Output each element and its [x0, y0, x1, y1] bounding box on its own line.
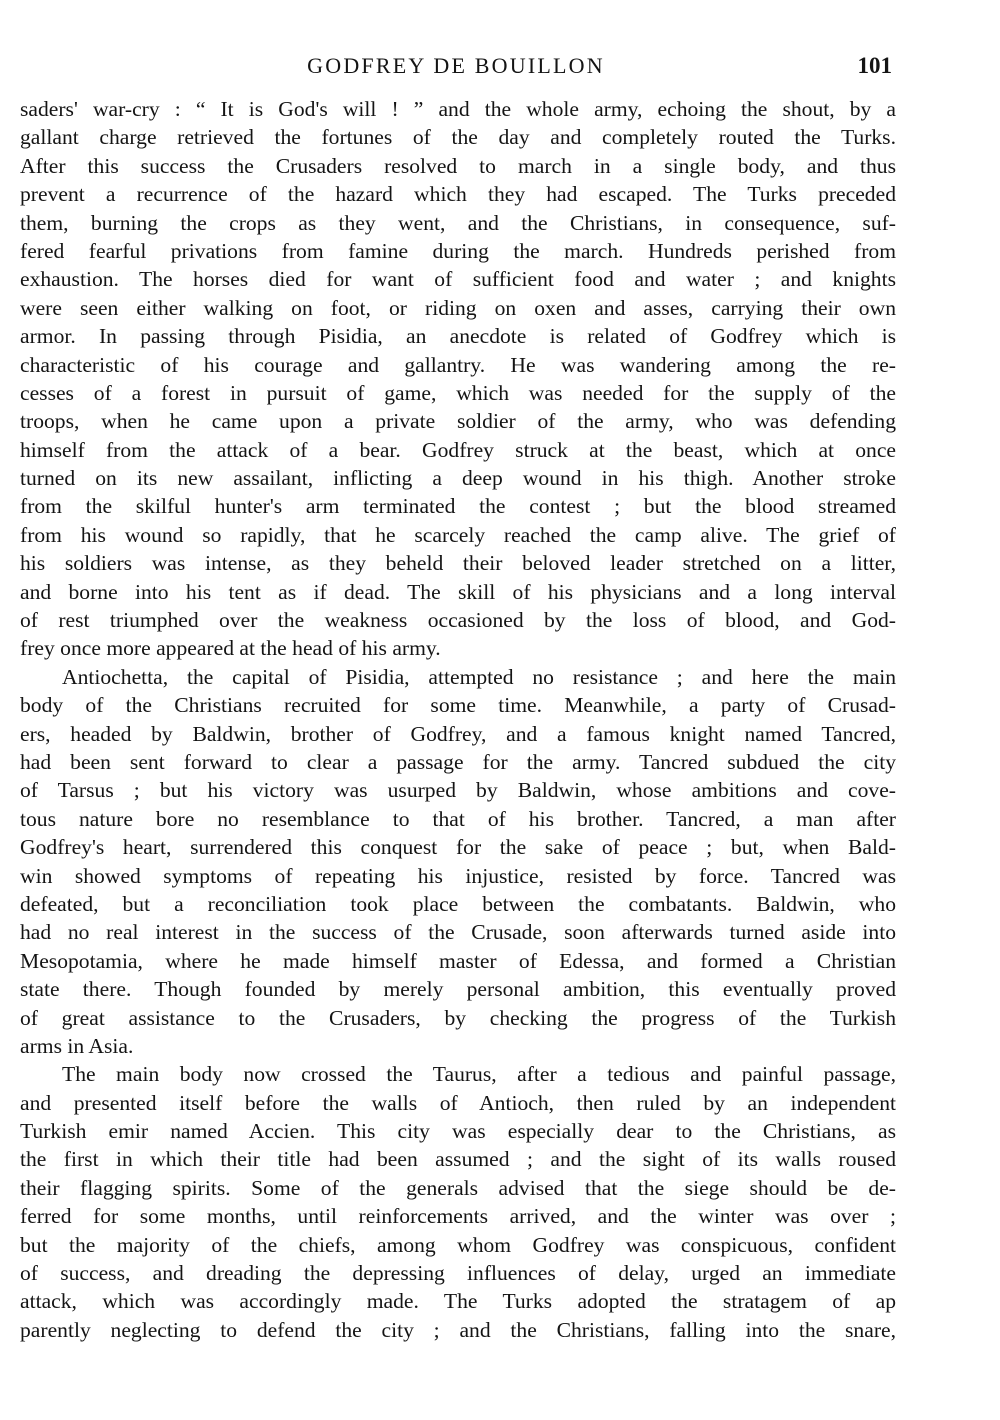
text-line: of success, and dreading the depressing influences of delay, urged an immediate [20, 1261, 896, 1286]
text-line: defeated, but a reconciliation took place between the combatants. Baldwin, who [20, 891, 896, 916]
page-header [20, 50, 892, 82]
text-line: armor. In passing through Pisidia, an anecdote is related of Godfrey which is [20, 324, 896, 349]
text-line: from the skilful hunter's arm terminated the contest ; but the blood streamed [20, 494, 896, 519]
text-line: of Tarsus ; but his victory was usurped by Baldwin, whose ambitions and cove- [20, 778, 896, 803]
text-line: gallant charge retrieved the fortunes of the day and completely routed the Turks. [20, 125, 896, 150]
text-line: of rest triumphed over the weakness occasioned by the loss of blood, and God- [20, 608, 896, 633]
text-line: tous nature bore no resemblance to that of his brother. Tancred, a man after [20, 806, 896, 831]
text-line: fered fearful privations from famine during the march. Hundreds perished from [20, 238, 896, 263]
text-line: his soldiers was intense, as they beheld their beloved leader stretched on a litter, [20, 551, 896, 576]
text-line: The main body now crossed the Taurus, after a tedious and painful passage, [62, 1062, 896, 1087]
page-number: 101 [857, 53, 892, 78]
body-text [20, 95, 896, 1344]
text-line: but the majority of the chiefs, among whom Godfrey was conspicuous, confident [20, 1232, 896, 1257]
text-line: them, burning the crops as they went, and the Christians, in consequence, suf- [20, 210, 896, 235]
text-line: and presented itself before the walls of Antioch, then ruled by an independent [20, 1090, 896, 1115]
text-line: from his wound so rapidly, that he scarcely reached the camp alive. The grief of [20, 522, 896, 547]
text-line: of great assistance to the Crusaders, by checking the progress of the Turkish [20, 1005, 896, 1030]
running-head: GODFREY DE BOUILLON [307, 53, 605, 78]
text-line: saders' war-cry : “ It is God's will ! ” and the whole army, echoing the shout, by a [20, 97, 896, 121]
text-line: Antiochetta, the capital of Pisidia, attempted no resistance ; and here the main [62, 664, 896, 689]
text-line: and borne into his tent as if dead. The skill of his physicians and a long interval [20, 579, 896, 604]
text-line: their flagging spirits. Some of the generals advised that the siege should be de- [20, 1175, 896, 1200]
text-line: arms in Asia. [20, 1033, 134, 1058]
text-line: ferred for some months, until reinforcements arrived, and the winter was over ; [20, 1204, 896, 1229]
text-line: After this success the Crusaders resolved to march in a single body, and thus [20, 153, 896, 178]
text-line: were seen either walking on foot, or riding on oxen and asses, carrying their own [20, 295, 896, 320]
text-line: prevent a recurrence of the hazard which they had escaped. The Turks preceded [20, 182, 896, 207]
text-line: Mesopotamia, where he made himself master of Edessa, and formed a Christian [20, 948, 896, 973]
text-line: state there. Though founded by merely personal ambition, this eventually proved [20, 977, 896, 1002]
text-line: turned on its new assailant, inflicting a deep wound in his thigh. Another stroke [20, 466, 896, 491]
text-line: characteristic of his courage and gallantry. He was wandering among the re- [20, 352, 896, 377]
text-line: the first in which their title had been assumed ; and the sight of its walls roused [20, 1147, 896, 1172]
text-line: had no real interest in the success of the Crusade, soon afterwards turned aside into [20, 920, 896, 945]
text-line: parently neglecting to defend the city ; and the Christians, falling into the snare, [20, 1317, 896, 1342]
text-line: cesses of a forest in pursuit of game, which was needed for the supply of the [20, 380, 896, 405]
text-line: frey once more appeared at the head of his army. [20, 636, 441, 661]
text-line: win showed symptoms of repeating his injustice, resisted by force. Tancred was [20, 863, 896, 888]
text-line: ers, headed by Baldwin, brother of Godfrey, and a famous knight named Tancred, [20, 721, 896, 746]
text-line: exhaustion. The horses died for want of sufficient food and water ; and knights [20, 267, 896, 292]
text-line: troops, when he came upon a private soldier of the army, who was defending [20, 409, 896, 434]
text-line: himself from the attack of a bear. Godfrey struck at the beast, which at once [20, 437, 896, 462]
text-line: attack, which was accordingly made. The Turks adopted the stratagem of ap [20, 1289, 896, 1314]
text-line: had been sent forward to clear a passage for the army. Tancred subdued the city [20, 749, 896, 774]
text-line: Godfrey's heart, surrendered this conquest for the sake of peace ; but, when Bald- [20, 835, 896, 860]
text-line: Turkish emir named Accien. This city was especially dear to the Christians, as [20, 1119, 896, 1144]
text-line: body of the Christians recruited for some time. Meanwhile, a party of Crusad- [20, 693, 896, 718]
